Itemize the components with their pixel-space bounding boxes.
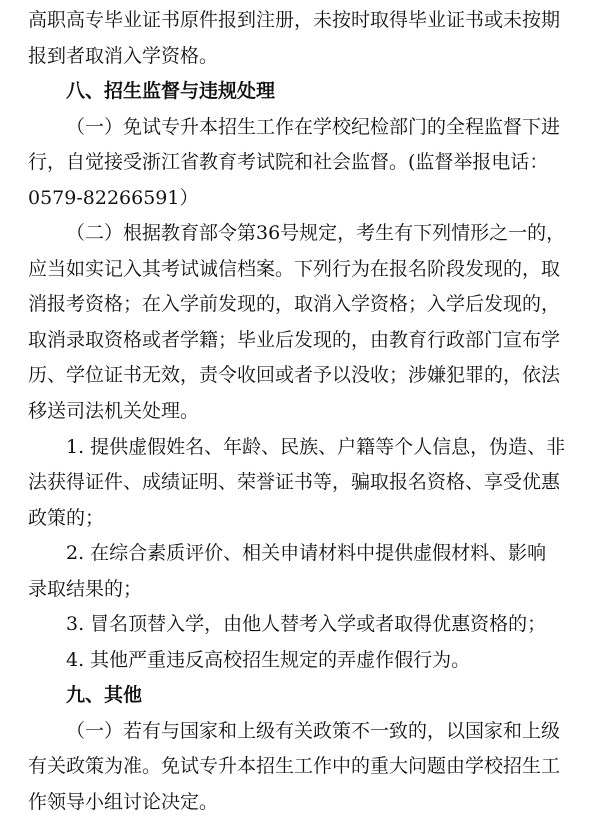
phone-number: 0579-82266591）: [28, 187, 199, 209]
text-line: （二）根据教育部令第36号规定，考生有下列情形之一的，: [66, 222, 566, 244]
section-heading: 八、招生监督与违规处理: [66, 80, 276, 102]
list-item: 1. 提供虚假姓名、年龄、民族、户籍等个人信息，伪造、非: [66, 436, 566, 458]
list-item: 4. 其他严重违反高校招生规定的弄虚作假行为。: [66, 649, 471, 671]
section-heading: 九、其他: [66, 684, 143, 706]
list-item: 3. 冒名顶替入学，由他人替考入学或者取得优惠资格的；: [66, 613, 547, 635]
text-line: 有关政策为准。免试专升本招生工作中的重大问题由学校招生工: [28, 755, 561, 777]
text-line: 高职高专毕业证书原件报到注册，未按时取得毕业证书或未按期: [28, 9, 561, 31]
text-line: 政策的；: [28, 507, 105, 529]
list-item: 2. 在综合素质评价、相关申请材料中提供虚假材料、影响: [66, 542, 547, 564]
text-line: （一）若有与国家和上级有关政策不一致的，以国家和上级: [66, 720, 561, 742]
text-line: 应当如实记入其考试诚信档案。下列行为在报名阶段发现的，取: [28, 258, 561, 280]
text-line: 消报考资格；在入学前发现的，取消入学资格；入学后发现的，: [28, 293, 561, 315]
text-line: （一）免试专升本招生工作在学校纪检部门的全程监督下进: [66, 116, 561, 138]
text-line: 移送司法机关处理。: [28, 400, 200, 422]
text-line: 法获得证件、成绩证明、荣誉证书等，骗取报名资格、享受优惠: [28, 471, 561, 493]
text-line: 取消录取资格或者学籍；毕业后发现的，由教育行政部门宣布学: [28, 329, 561, 351]
text-line: 历、学位证书无效，责令收回或者予以没收；涉嫌犯罪的，依法: [28, 364, 561, 386]
text-line: 报到者取消入学资格。: [28, 45, 219, 67]
text-line: 作领导小组讨论决定。: [28, 791, 219, 813]
text-line: 录取结果的；: [28, 578, 143, 600]
text-line: 行，自觉接受浙江省教育考试院和社会监督。(监督举报电话：: [28, 151, 549, 173]
